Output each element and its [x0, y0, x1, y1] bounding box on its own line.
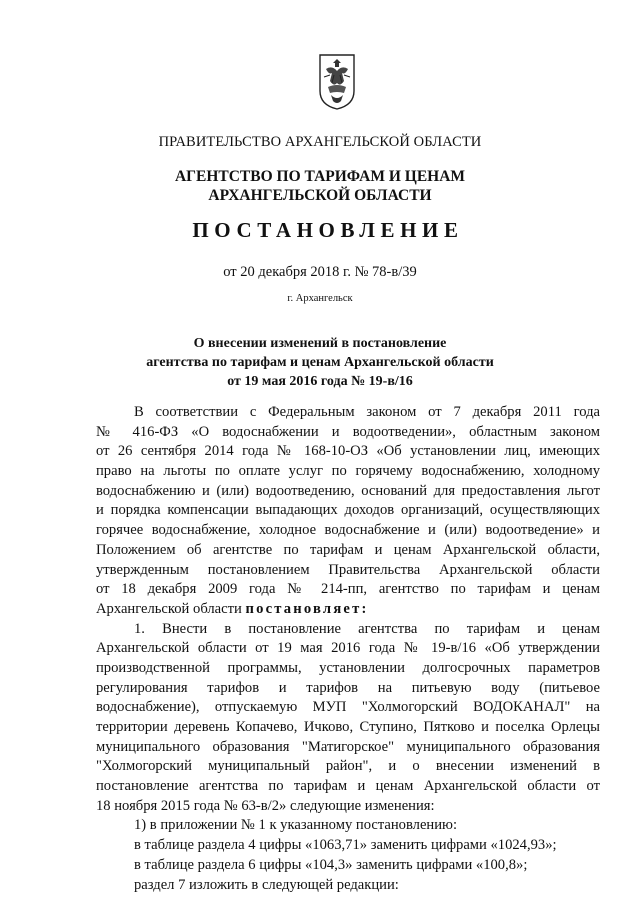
- document-subject: [0, 334, 640, 391]
- body-text: Архангельской области: [96, 600, 242, 617]
- body-line: в таблице раздела 4 цифры «1063,71» заменить цифрами «1024,93»;: [134, 837, 557, 854]
- resolution-keyword: постановляет:: [245, 600, 369, 617]
- body-line: постановление агентства по тарифам и ценам Архангельской области от: [96, 778, 600, 795]
- body-line: Архангельской области от 19 мая 2016 года № 19-в/16 «Об утверждении: [96, 640, 600, 657]
- body-line: утвержденным постановлением Правительства Архангельской области: [96, 561, 600, 578]
- body-line: в таблице раздела 6 цифры «104,3» заменить цифрами «100,8»;: [134, 856, 528, 873]
- body-line: водоснабжение), отпускаемую МУП "Холмогорский ВОДОКАНАЛ" на: [96, 699, 600, 716]
- body-line: и порядка компенсации выпадающих доходов организаций, осуществляющих: [96, 502, 600, 519]
- body-line: "Холмогорский муниципальный район", и о внесении изменений в: [96, 758, 600, 775]
- subject-line1: О внесении изменений в постановление: [193, 336, 447, 351]
- body-line: право на льготы по оплате услуг по горячему водоснабжению, холодному: [96, 463, 600, 480]
- agency-name-line1: АГЕНТСТВО ПО ТАРИФАМ И ЦЕНАМ: [174, 168, 466, 185]
- body-line: от 18 декабря 2009 года № 214-пп, агентство по тарифам и ценам: [96, 581, 600, 598]
- coat-of-arms-icon: [318, 53, 356, 111]
- body-line: 1. Внести в постановление агентства по тарифам и ценам: [134, 620, 600, 637]
- agency-name-line2: АРХАНГЕЛЬСКОЙ ОБЛАСТИ: [208, 187, 432, 204]
- body-line: № 416-ФЗ «О водоснабжении и водоотведении», областным законом: [96, 423, 600, 440]
- body-line: [96, 600, 600, 620]
- date-and-number: от 20 декабря 2018 г. № 78-в/39: [223, 264, 417, 280]
- body-line: горячее водоснабжение, холодное водоснабжение и (или) водоотведение» и: [96, 522, 600, 539]
- body-line: 1) в приложении № 1 к указанному постановлению:: [134, 817, 458, 834]
- body-line: 18 ноября 2015 года № 63-в/2» следующие изменения:: [96, 797, 435, 814]
- document-type-title: ПОСТАНОВЛЕНИЕ: [192, 218, 464, 242]
- government-name: ПРАВИТЕЛЬСТВО АРХАНГЕЛЬСКОЙ ОБЛАСТИ: [158, 134, 482, 150]
- body-line: муниципального образования "Матигорское" муниципального образования: [96, 738, 600, 755]
- body-line: В соответствии с Федеральным законом от 7 декабря 2011 года: [134, 404, 600, 420]
- agency-name: [0, 167, 640, 205]
- body-line: регулирования тарифов и тарифов на питьевую воду (питьевое: [96, 679, 600, 696]
- body-line: производственной программы, установлении долгосрочных параметров: [96, 659, 600, 676]
- city-name: г. Архангельск: [287, 293, 353, 304]
- body-line: раздел 7 изложить в следующей редакции:: [134, 876, 399, 893]
- subject-line2: агентства по тарифам и ценам Архангельской области: [146, 355, 494, 370]
- body-line: водоснабжению и (или) водоотведению, оснований для предоставления льгот: [96, 482, 600, 499]
- body-line: Положением об агентстве по тарифам и ценам Архангельской области,: [96, 541, 600, 558]
- body-line: от 26 сентября 2014 года № 168-10-ОЗ «Об установлении лиц, имеющих: [96, 443, 600, 460]
- body-line: территории деревень Копачево, Ичково, Ступино, Пятково и поселка Орлецы: [96, 719, 600, 735]
- subject-line3: от 19 мая 2016 года № 19-в/16: [227, 374, 413, 389]
- document-body: [96, 403, 600, 895]
